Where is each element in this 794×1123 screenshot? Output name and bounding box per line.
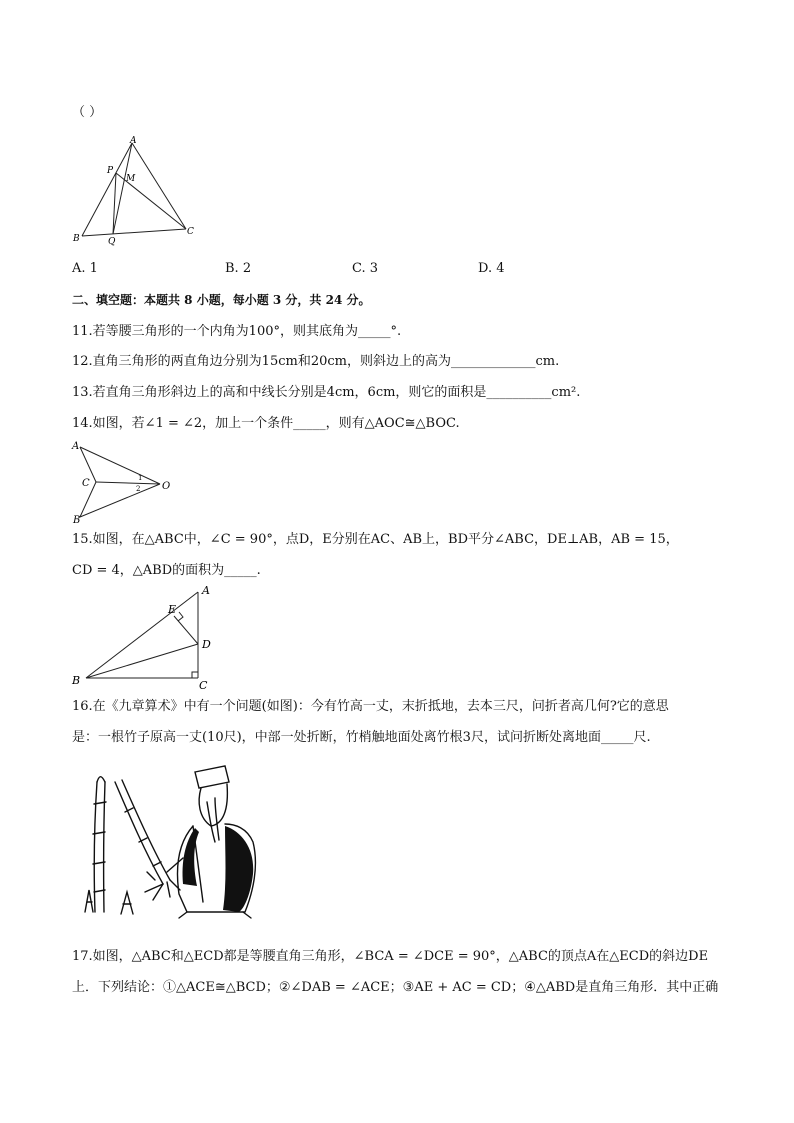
fig2-label-b: B <box>73 515 81 526</box>
fig2-label-c: C <box>82 478 90 489</box>
option-d[interactable]: D. 4 <box>478 261 505 276</box>
question-17-line-1: 17.如图，△ABC和△ECD都是等腰直角三角形，∠BCA = ∠DCE = 90°，△ABC的顶点A在△ECD的斜边DE <box>72 949 709 964</box>
question-16-line-2: 是：一根竹子原高一丈(10尺)，中部一处折断，竹梢触地面处离竹根3尺，试问折断处离地面_____尺. <box>72 730 651 745</box>
section-heading: 二、填空题：本题共 8 小题，每小题 3 分，共 24 分。 <box>72 293 371 307</box>
option-a[interactable]: A. 1 <box>72 261 98 276</box>
fig2-label-2: 2 <box>136 485 141 493</box>
figure-triangle-pmq <box>70 133 200 248</box>
question-16-line-1: 16.在《九章算术》中有一个问题(如图)：今有竹高一丈，末折抵地，去本三尺，问折者高几何?它的意思 <box>72 699 669 714</box>
question-14: 14.如图，若∠1 = ∠2，加上一个条件_____，则有△AOC≅△BOC. <box>72 416 460 431</box>
fig3-label-d: D <box>202 638 211 651</box>
figure-aoc-boc <box>70 437 180 527</box>
fig1-label-p: P <box>107 166 114 176</box>
fig3-label-b: B <box>72 674 81 687</box>
fig1-label-m: M <box>126 174 136 184</box>
fig1-label-c: C <box>187 227 194 237</box>
fig3-label-e: E <box>168 603 177 616</box>
fig3-label-c: C <box>199 679 208 690</box>
option-c[interactable]: C. 3 <box>352 261 379 276</box>
fig2-label-a: A <box>72 441 80 452</box>
question-11: 11.若等腰三角形的一个内角为100°，则其底角为_____°. <box>72 324 402 339</box>
fig1-label-a: A <box>130 136 137 146</box>
fig3-label-a: A <box>202 584 210 597</box>
fig2-label-o: O <box>162 481 171 492</box>
question-15-line-1: 15.如图，在△ABC中，∠C = 90°，点D，E分别在AC、AB上，BD平分∠ABC，DE⊥AB，AB = 15， <box>72 532 679 547</box>
question-13: 13.若直角三角形斜边上的高和中线长分别是4cm，6cm，则它的面积是__________cm². <box>72 385 581 400</box>
fig1-label-b: B <box>73 234 80 244</box>
figure-right-triangle <box>70 580 220 690</box>
fig2-label-1: 1 <box>138 474 143 482</box>
bamboo-scholar-illustration <box>75 762 270 922</box>
question-17-line-2: 上．下列结论：①△ACE≅△BCD；②∠DAB = ∠ACE；③AE + AC = CD；④△ABD是直角三角形．其中正确 <box>72 980 719 995</box>
fig1-label-q: Q <box>108 237 116 247</box>
question-12: 12.直角三角形的两直角边分别为15cm和20cm，则斜边上的高为_____________cm. <box>72 354 560 369</box>
question-15-line-2: CD = 4，△ABD的面积为_____. <box>72 563 261 578</box>
answer-bracket: （ ） <box>72 105 103 120</box>
option-b[interactable]: B. 2 <box>225 261 252 276</box>
